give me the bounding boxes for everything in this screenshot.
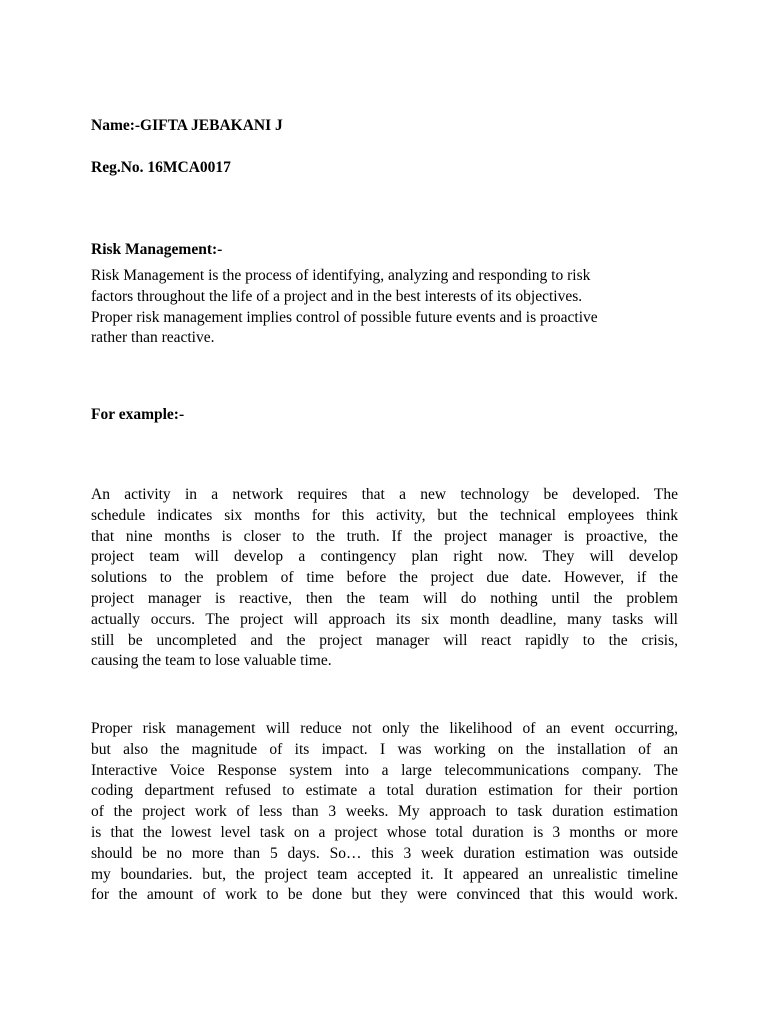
example-heading: For example:-: [91, 406, 185, 423]
text-line: rather than reactive.: [91, 329, 215, 347]
text-line: actually occurs. The project will approach its six month deadline, many tasks will: [91, 610, 678, 628]
text-line: for the amount of work to be done but they were convinced that this would work.: [91, 886, 678, 904]
risk-management-heading: Risk Management:-: [91, 241, 223, 258]
text-line: project manager is reactive, then the team will do nothing until the problem: [91, 589, 678, 607]
text-line: causing the team to lose valuable time.: [91, 652, 332, 670]
text-line: still be uncompleted and the project manager will react rapidly to the crisis,: [91, 631, 678, 649]
text-line: should be no more than 5 days. So… this 3 week duration estimation was outside: [91, 844, 678, 862]
text-line: Proper risk management will reduce not only the likelihood of an event occurring,: [91, 720, 678, 737]
risk-management-definition: [91, 266, 678, 349]
example-paragraph-2: [91, 719, 678, 906]
text-line: Proper risk management implies control of possible future events and is proactive: [91, 308, 598, 326]
student-name: Name:-GIFTA JEBAKANI J: [91, 117, 283, 134]
text-line: but also the magnitude of its impact. I was working on the installation of an: [91, 740, 678, 758]
registration-number: Reg.No. 16MCA0017: [91, 159, 231, 176]
text-line: Risk Management is the process of identifying, analyzing and responding to risk: [91, 267, 591, 284]
text-line: solutions to the problem of time before the project due date. However, if the: [91, 569, 678, 587]
example-paragraph-1: [91, 485, 678, 672]
text-line: is that the lowest level task on a project whose total duration is 3 months or more: [91, 823, 678, 841]
text-line: An activity in a network requires that a new technology be developed. The: [91, 486, 678, 503]
text-line: factors throughout the life of a project and in the best interests of its objectives.: [91, 287, 583, 305]
text-line: Interactive Voice Response system into a large telecommunications company. The: [91, 761, 678, 779]
text-line: of the project work of less than 3 weeks. My approach to task duration estimation: [91, 803, 678, 821]
text-line: that nine months is closer to the truth. If the project manager is proactive, the: [91, 527, 678, 545]
text-line: schedule indicates six months for this activity, but the technical employees think: [91, 506, 678, 524]
text-line: my boundaries. but, the project team accepted it. It appeared an unrealistic timeline: [91, 865, 678, 883]
text-line: project team will develop a contingency plan right now. They will develop: [91, 548, 678, 566]
text-line: coding department refused to estimate a total duration estimation for their portion: [91, 782, 678, 800]
